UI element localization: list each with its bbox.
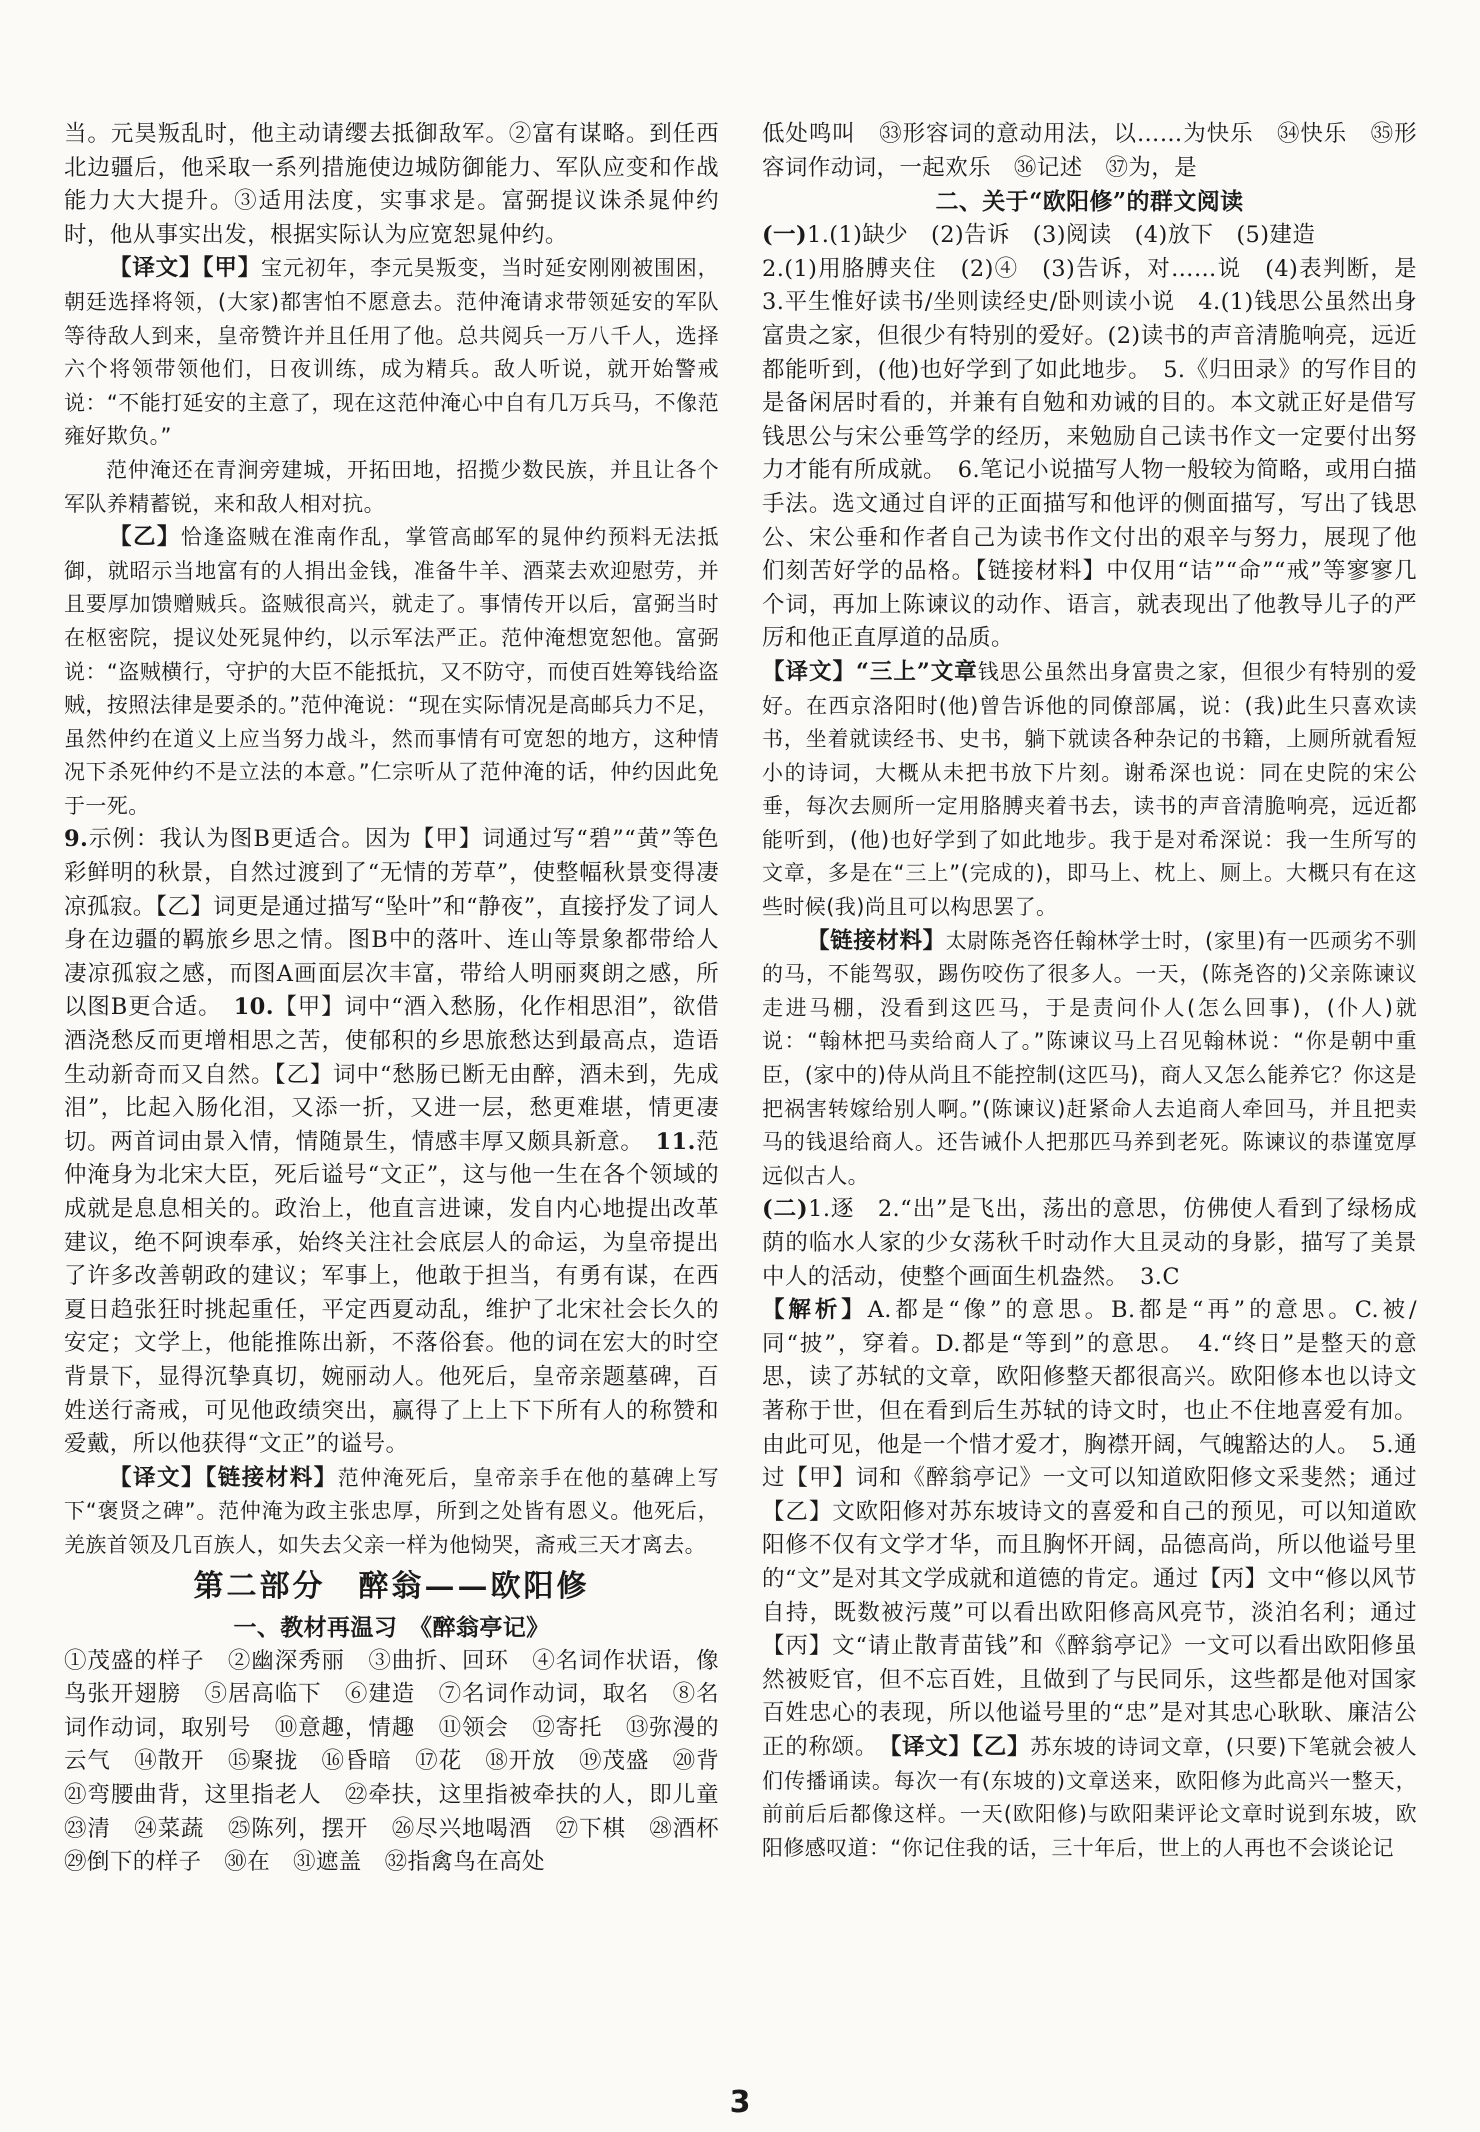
s1-q5: 5.《归田录》的写作目的是备闲居时看的，并兼有自勉和劝诫的目的。本文就正好是借写钱思公与宋公垂笃学的经历，来勉励自己读书作文一定要付出努力才能有所成就。 [762, 356, 1417, 484]
q11-label: 11. [655, 1128, 696, 1155]
right-column [762, 118, 1440, 1865]
q10-answer: 【甲】词中“酒入愁肠，化作相思泪”，欲借酒浇愁反而更增相思之苦，使郁积的乡思旅愁达到最高点，造语生动新奇而又自然。【乙】词中“愁肠已断无由醉，酒未到，先成泪”，比起入肠化泪，又添一折，又进一层，愁更难堪，情更凄切。两首词由景入情，情随景生，情感丰厚又颇具新意。 [64, 994, 719, 1155]
link-translation [64, 1462, 719, 1563]
q10-label: 10. [233, 994, 274, 1021]
part2-subtitle: 一、教材再温习 《醉翁亭记》 [233, 1613, 550, 1641]
translation-yi-label: 【译文】【乙】 [890, 1733, 1031, 1760]
left-column [64, 118, 742, 1880]
group-reading-title: 二、关于“欧阳修”的群文阅读 [935, 188, 1244, 216]
s2-q2: 2.“出”是飞出，荡出的意思，仿佛使人看到了绿杨成荫的临水人家的少女荡秋千时动作大且灵动的身影，描写了美景中人的活动，使整个画面生机盎然。 [762, 1196, 1417, 1290]
s1-q4: 4.(1)钱思公虽然出身富贵之家，但很少有特别的爱好。(2)读书的声音清脆响亮，远近都能听到，(他)也好学到了如此地步。 [762, 289, 1418, 383]
q9-answer: 示例：我认为图B更适合。因为【甲】词通过写“碧”“黄”等色彩鲜明的秋景，自然过渡到了“无情的芳草”，使整幅秋景变得凄凉孤寂。【乙】词更是通过描写“坠叶”和“静夜”，直接抒发了词人身在边疆的羁旅乡思之情。图B中的落叶、连山等景象都带给人凄凉孤寂之感，而图A画面层次丰富，带给人明丽爽朗之感，所以图B更合适。 [64, 826, 719, 1021]
section-one-answers [762, 219, 1440, 656]
s2-q5: 5.通过【甲】词和《醉翁亭记》一文可以知道欧阳修文采斐然；通过【乙】文欧阳修对苏东坡诗文的喜爱和自己的预见，可以知道欧阳修不仅有文学才华，而且胸怀开阔，品德高尚，所以他谥号里的“文”是对其文学成就和道德的肯定。通过【丙】文中“修以风节自持，既数被污蔑”可以看出欧阳修高风亮节，淡泊名利；通过【丙】文“请止散青苗钱”和《醉翁亭记》一文可以看出欧阳修虽然被贬官，但不忘百姓，且做到了与民同乐，这些都是他对国家百姓忠心的表现，所以他谥号里的“忠”是对其忠心耿耿、廉洁公正的称颂。 [762, 1431, 1417, 1760]
q9-label: 9. [64, 826, 89, 853]
translation-yi-text: 苏东坡的诗词文章，(只要)下笔就会被人们传播诵读。每次一有(东坡的)文章送来，欧阳修为此高兴一整天，前前后后都像这样。一天(欧阳修)与欧阳棐评论文章时说到东坡，欧阳修感叹道：“你记住我的话，三十年后，世上的人再也不会谈论记 [762, 1734, 1418, 1860]
translation-paragraph-3 [64, 521, 719, 823]
s2-q1: 1.逐 [808, 1196, 878, 1223]
analysis-text: A.都是“像”的意思。B.都是“再”的意思。C.被/同“披”，穿着。D.都是“等到”的意思。 [762, 1297, 1417, 1357]
s2-q4: 4.“终日”是整天的意思，读了苏轼的文章，欧阳修整天都很高兴。欧阳修本也以诗文著称于世，但在看到后生苏轼的诗文时，也止不住地喜爱有加。由此可见，他是一个惜才爱才，胸襟开阔，气魄豁达的人。 [762, 1330, 1417, 1458]
part2-title: 第二部分 醉翁——欧阳修 [193, 1568, 590, 1604]
s1-q1: 1.(1)缺少 (2)告诉 (3)阅读 (4)放下 (5)建造 [807, 222, 1316, 249]
section-two-answers [762, 1193, 1417, 1865]
answer-block [64, 823, 719, 1461]
link-material-translation [762, 925, 1417, 1194]
link-material-label: 【链接材料】 [807, 927, 946, 954]
translation-paragraph-2: 范仲淹还在青涧旁建城，开拓田地，招揽少数民族，并且让各个军队养精蓄锐，来和敌人相对抗。 [64, 457, 719, 516]
q11-answer: 范仲淹身为北宋大臣，死后谥号“文正”，这与他一生在各个领域的成就是息息相关的。政治上，他直言进谏，发自内心地提出改革建议，绝不阿谀奉承，始终关注社会底层人的命运，为皇帝提出了许多改善朝政的建议；军事上，他敢于担当，有勇有谋，在西夏日趋张狂时挑起重任，平定西夏动乱，维护了北宋社会长久的安定；文学上，他能推陈出新，不落俗套。他的词在宏大的时空背景下，显得沉挚真切，婉丽动人。他死后，皇帝亲题墓碑，百姓送行斋戒，可见他政绩突出，赢得了上上下下所有人的称赞和爱戴，所以他获得“文正”的谥号。 [64, 1128, 719, 1458]
link-translation-text: 范仲淹死后，皇帝亲手在他的墓碑上写下“褒贤之碑”。范仲淹为政主张忠厚，所到之处皆有恩义。他死后，羌族首领及几百族人，如失去父亲一样为他恸哭，斋戒三天才离去。 [64, 1465, 719, 1557]
s1-q6: 6.笔记小说描写人物一般较为简略，或用白描手法。选文通过自评的正面描写和他评的侧面描写，写出了钱思公、宋公垂和作者自己为读书作文付出的艰辛与努力，展现了他们刻苦好学的品格。【链接材料】中仅用“诘”“命”“戒”等寥寥几个词，再加上陈谏议的动作、语言，就表现出了他教导儿子的严厉和他正直厚道的品质。 [762, 457, 1417, 652]
s1-q2: 2.(1)用胳膊夹住 (2)④ (3)告诉，对……说 (4)表判断，是 [762, 255, 1440, 282]
section-two-label: (二) [762, 1196, 809, 1223]
san-shang-label: 【译文】“三上”文章 [762, 658, 978, 685]
section-one-label: (一) [762, 222, 807, 249]
link-material-text: 太尉陈尧咨任翰林学士时，(家里)有一匹顽劣不驯的马，不能驾驭，踢伤咬伤了很多人。一天，(陈尧咨的)父亲陈谏议走进马棚，没看到这匹马，于是责问仆人(怎么回事)，(仆人)就说：“翰林把马卖给商人了。”陈谏议马上召见翰林说：“你是朝中重臣，(家中的)侍从尚且不能控制(这匹马)，商人又怎么能养它？你这是把祸害转嫁给别人啊。”(陈谏议)赶紧命人去追商人牵回马，并且把卖马的钱退给商人。还告诫仆人把那匹马养到老死。陈谏议的恭谨宽厚远似古人。 [762, 928, 1417, 1188]
analysis-label: 【解析】 [762, 1297, 868, 1324]
translation-label-yi: 【乙】 [109, 524, 181, 551]
s2-q3: 3.C [1140, 1263, 1180, 1290]
translation-text-yi: 恰逢盗贼在淮南作乱，掌管高邮军的晁仲约预料无法抵御，就昭示当地富有的人捐出金钱，准备牛羊、酒菜去欢迎慰劳，并且要厚加馈赠贼兵。盗贼很高兴，就走了。事情传开以后，富弼当时在枢密院，提议处死晁仲约，以示军法严正。范仲淹想宽恕他。富弼说：“盗贼横行，守护的大臣不能抵抗，又不防守，而使百姓筹钱给盗贼，按照法律是要杀的。”范仲淹说：“现在实际情况是高邮兵力不足，虽然仲约在道义上应当努力战斗，然而事情有可宽恕的地方，这种情况下杀死仲约不是立法的本意。”仁宗听从了范仲淹的话，仲约因此免于一死。 [64, 525, 719, 818]
san-shang-translation [762, 656, 1417, 925]
san-shang-text: 钱思公虽然出身富贵之家，但很少有特别的爱好。在西京洛阳时(他)曾告诉他的同僚部属，说：(我)此生只喜欢读书，坐着就读经书、史书，躺下就读各种杂记的书籍，上厕所就看短小的诗词，大概从未把书放下片刻。谢希深也说：同在史院的宋公垂，每次去厕所一定用胳膊夹着书去，读书的声音清脆响亮，远近都能听到，(他)也好学到了如此地步。我于是对希深说：我一生所写的文章，多是在“三上”(完成的)，即马上、枕上、厕上。大概只有在这些时候(我)尚且可以构思罢了。 [762, 659, 1418, 920]
translation-text: 宝元初年，李元昊叛变，当时延安刚刚被围困，朝廷选择将领，(大家)都害怕不愿意去。范仲淹请求带领延安的军队等待敌人到来，皇帝赞许并且任用了他。总共阅兵一万八千人，选择六个将领带领他们，日夜训练，成为精兵。敌人听说，就开始警戒说：“不能打延安的主意了，现在这范仲淹心中自有几万兵马，不像范雍好欺负。” [64, 256, 719, 449]
s1-q3: 3.平生惟好读书/坐则读经史/卧则读小说 [762, 289, 1199, 316]
answer-continuation: 当。元昊叛乱时，他主动请缨去抵御敌军。②富有谋略。到任西北边疆后，他采取一系列措施使边城防御能力、军队应变和作战能力大大提升。③适用法度，实事求是。富弼提议诛杀晁仲约时，他从事实出发，根据实际认为应宽恕晁仲约。 [64, 121, 719, 248]
page-number: 3 [729, 2085, 751, 2120]
translation-label: 【译文】【甲】 [109, 255, 262, 282]
translation-paragraph [64, 252, 719, 454]
link-translation-label: 【译文】【链接材料】 [109, 1464, 338, 1491]
vocabulary-continuation: 低处鸣叫 ㉝形容词的意动用法，以……为快乐 ㉞快乐 ㉟形容词作动词，一起欢乐 ㊱记述 ㊲为，是 [762, 121, 1417, 181]
vocabulary-list: ①茂盛的样子 ②幽深秀丽 ③曲折、回环 ④名词作状语，像鸟张开翅膀 ⑤居高临下 ⑥建造 ⑦名词作动词，取名 ⑧名词作动词，取别号 ⑩意趣，情趣 ⑪领会 ⑫寄托 ⑬弥漫的云气 ⑭散开 ⑮聚拢 ⑯昏暗 ⑰花 ⑱开放 ⑲茂盛 ⑳背 ㉑弯腰曲背，这里指老人 ㉒牵扶，这里指被牵扶的人，即儿童 ㉓清 ㉔菜蔬 ㉕陈列，摆开 ㉖尽兴地喝酒 ㉗下棋 ㉘酒杯 ㉙倒下的样子 ㉚在 ㉛遮盖 ㉜指禽鸟在高处 [64, 1647, 742, 1876]
